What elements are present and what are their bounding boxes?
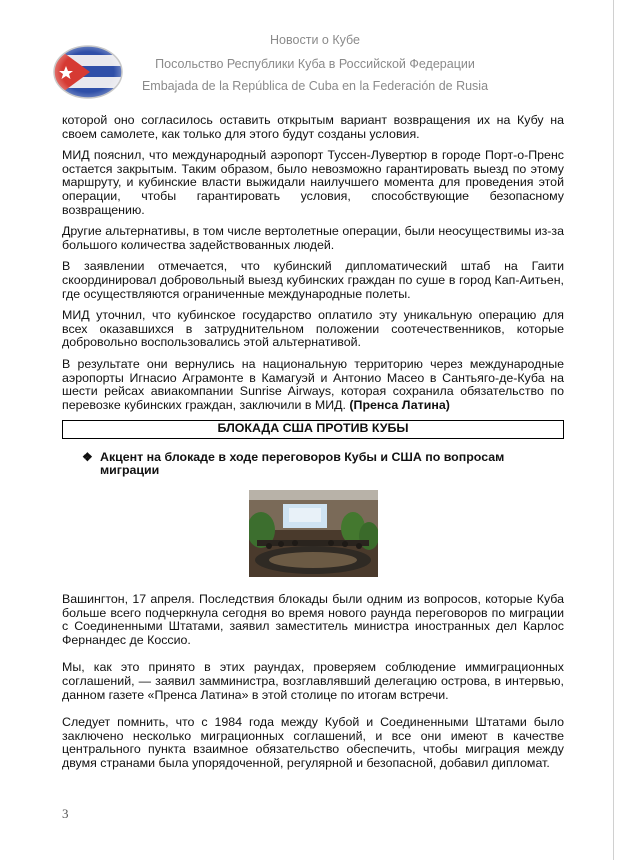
article-body [62,593,564,771]
paragraph: В заявлении отмечается, что кубинский дипломатический штаб на Гаити скоординировал добровольный выезд кубинских граждан по суше в город Кап-Аитьен, где осуществляются ограниченные международные полеты. [62,259,564,301]
cuban-flag-logo [52,44,124,100]
paragraph-with-source [62,358,564,412]
article-paragraph: Следует помнить, что с 1984 года между Кубой и Соединенными Штатами было заключено несколько миграционных соглашений, и все они имеют в качестве центрального пункта взаимное обязательство обеспечить, чтобы миграция между двумя странами была упорядоченной, регулярной и безопасной, добавил дипломат. [62,715,564,770]
article-headline [82,451,564,478]
paragraph: Другие альтернативы, в том числе вертолетные операции, были неосуществимы из-за большого количества задействованных людей. [62,224,564,252]
headline-text: Акцент на блокаде в ходе переговоров Кубы и США по вопросам миграции [100,449,505,478]
diamond-bullet-icon: ❖ [82,449,93,464]
paragraph: МИД пояснил, что международный аэропорт Туссен-Лувертюр в городе Порт-о-Пренс остается закрытым. Таким образом, было невозможно гарантировать выезд по этому маршруту, и кубинские власти выжидали наилучшего момента для проведения этой операции, чтобы гарантировать условия, способствующие безопасному возвращению. [62,148,564,217]
paragraph: которой оно согласилось оставить открытым вариант возвращения их на Кубу на своем самолете, как только для этого будут созданы условия. [62,113,564,141]
source-attribution: (Пренса Латина) [349,397,450,412]
meeting-photo [249,490,378,577]
section-title: БЛОКАДА США ПРОТИВ КУБЫ [62,420,564,439]
article-paragraph: Мы, как это принято в этих раундах, проверяем соблюдение иммиграционных соглашений, — заявил замминистра, возглавлявший делегацию острова, в интервью, данном газете «Пренса Латина» в этой столице по итогам встречи. [62,660,564,702]
header-title: Новости о Кубе [270,33,360,47]
paragraph: МИД уточнил, что кубинское государство оплатило эту уникальную операцию для всех оказавшихся в затруднительном положении соотечественников, которые добровольно воспользовались этой альтернативой. [62,308,564,350]
document-body [62,114,564,785]
header-subtitle-ru: Посольство Республики Куба в Российской Федерации [155,57,475,71]
article-paragraph: Вашингтон, 17 апреля. Последствия блокады были одним из вопросов, которые Куба больше всего подчеркнула сегодня во время нового раунда переговоров по миграции с Соединенными Штатами, заявил заместитель министра иностранных дел Карлос Фернандес де Коссио. [62,592,564,647]
paragraph-text: В результате они вернулись на национальную территорию через международные аэропорты Игнасио Аграмонте в Камагуэй и Антонио Масео в Сантьяго-де-Куба на шести рейсах авиакомпании Sunrise Airways, которая сохранила обязательство по перевозке кубинских граждан, заключили в МИД. [62,356,564,412]
page-number: 3 [62,806,69,821]
header-subtitle-es: Embajada de la República de Cuba en la Federación de Rusia [141,79,489,93]
